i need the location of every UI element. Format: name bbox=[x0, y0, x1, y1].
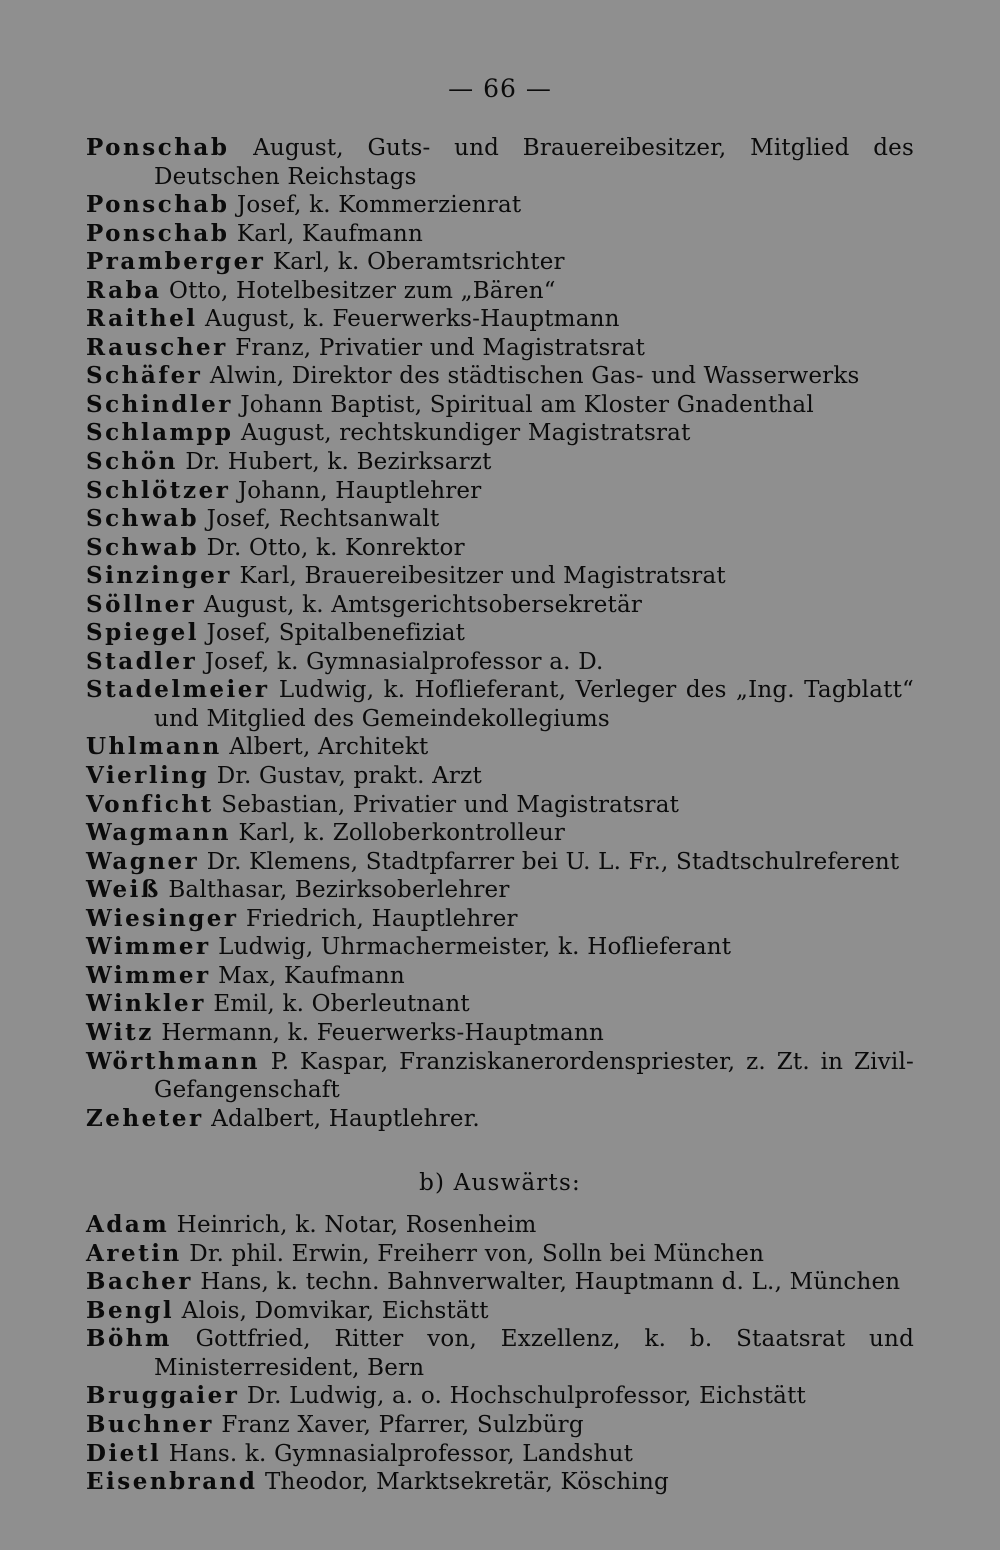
entry-details: Josef, Rechtsanwalt bbox=[199, 506, 440, 533]
entry-surname: Ponschab bbox=[86, 219, 230, 247]
entry-details: P. Kaspar, Franziskanerordenspriester, z. Zt. in Zivil-Gefangenschaft bbox=[154, 1048, 914, 1104]
list-entry bbox=[86, 191, 914, 220]
entry-surname: Vierling bbox=[86, 762, 210, 790]
list-entry bbox=[86, 391, 914, 420]
list-entry bbox=[86, 990, 914, 1019]
entry-surname: Wagner bbox=[86, 847, 200, 875]
entry-details: Alois, Domvikar, Eichstätt bbox=[174, 1297, 489, 1324]
entry-details: Johann Baptist, Spiritual am Kloster Gnadenthal bbox=[232, 391, 814, 418]
entry-details: Dr. Otto, k. Konrektor bbox=[199, 534, 465, 561]
entry-details: Karl, Brauereibesitzer und Magistratsrat bbox=[231, 563, 726, 590]
list-entry bbox=[86, 676, 914, 733]
list-entry bbox=[86, 1411, 914, 1440]
entry-details: Hans, k. techn. Bahnverwalter, Hauptmann d. L., München bbox=[192, 1269, 901, 1296]
entry-surname: Weiß bbox=[86, 876, 161, 904]
list-entry bbox=[86, 248, 914, 277]
entry-surname: Schäfer bbox=[86, 362, 203, 390]
list-entry bbox=[86, 1382, 914, 1411]
entry-details: Albert, Architekt bbox=[221, 734, 429, 761]
entry-surname: Witz bbox=[86, 1018, 154, 1046]
list-entry bbox=[86, 619, 914, 648]
entry-surname: Wimmer bbox=[86, 961, 211, 989]
entry-surname: Stadler bbox=[86, 647, 198, 675]
list-entry bbox=[86, 1105, 914, 1134]
entry-surname: Schindler bbox=[86, 390, 233, 418]
entry-surname: Rauscher bbox=[86, 333, 228, 361]
entry-details: Karl, k. Zolloberkontrolleur bbox=[231, 820, 566, 847]
entry-surname: Schlampp bbox=[86, 419, 234, 447]
list-entry bbox=[86, 1019, 914, 1048]
entry-surname: Wagmann bbox=[86, 819, 231, 847]
entry-details: Josef, k. Kommerzienrat bbox=[229, 192, 522, 219]
list-entry bbox=[86, 134, 914, 191]
entry-details: Otto, Hotelbesitzer zum „Bären“ bbox=[161, 277, 556, 304]
entry-surname: Schwab bbox=[86, 505, 200, 533]
list-entry bbox=[86, 1440, 914, 1469]
list-entry bbox=[86, 505, 914, 534]
entry-surname: Raithel bbox=[86, 305, 198, 333]
list-entry bbox=[86, 534, 914, 563]
entry-details: Balthasar, Bezirksoberlehrer bbox=[160, 877, 510, 904]
entry-surname: Schlötzer bbox=[86, 476, 231, 504]
entry-surname: Bacher bbox=[86, 1268, 193, 1296]
entry-details: Dr. Hubert, k. Bezirksarzt bbox=[177, 449, 492, 476]
entry-surname: Aretin bbox=[86, 1239, 182, 1267]
entry-surname: Zeheter bbox=[86, 1104, 204, 1132]
entry-surname: Adam bbox=[86, 1211, 170, 1239]
entry-surname: Bruggaier bbox=[86, 1382, 240, 1410]
entry-details: Hermann, k. Feuerwerks-Hauptmann bbox=[153, 1019, 604, 1046]
list-entry bbox=[86, 848, 914, 877]
entry-details: August, k. Amtsgerichtsobersekretär bbox=[196, 591, 643, 618]
entry-details: August, k. Feuerwerks-Hauptmann bbox=[197, 306, 620, 333]
entry-surname: Söllner bbox=[86, 590, 197, 618]
list-entry bbox=[86, 562, 914, 591]
entry-surname: Dietl bbox=[86, 1439, 162, 1467]
list-entry bbox=[86, 1268, 914, 1297]
entry-surname: Buchner bbox=[86, 1410, 214, 1438]
entry-surname: Ponschab bbox=[86, 191, 230, 219]
list-entry bbox=[86, 819, 914, 848]
list-entry bbox=[86, 876, 914, 905]
entry-surname: Bengl bbox=[86, 1296, 175, 1324]
list-entry bbox=[86, 1468, 914, 1497]
entry-details: Josef, k. Gymnasialprofessor a. D. bbox=[197, 648, 604, 675]
entry-details: Max, Kaufmann bbox=[210, 962, 405, 989]
page-number: — 66 — bbox=[448, 74, 552, 103]
list-entry bbox=[86, 1048, 914, 1105]
entry-surname: Eisenbrand bbox=[86, 1468, 258, 1496]
entry-surname: Schön bbox=[86, 448, 178, 476]
list-entry bbox=[86, 1211, 914, 1240]
entry-details: Gottfried, Ritter von, Exzellenz, k. b. Staatsrat und Ministerresident, Bern bbox=[154, 1326, 914, 1381]
entry-surname: Wiesinger bbox=[86, 904, 239, 932]
entry-details: Dr. Ludwig, a. o. Hochschulprofessor, Eichstätt bbox=[239, 1383, 806, 1410]
list-entry bbox=[86, 448, 914, 477]
entry-details: Josef, Spitalbenefiziat bbox=[199, 620, 466, 647]
list-entry bbox=[86, 1240, 914, 1269]
entry-details: Karl, k. Oberamtsrichter bbox=[265, 249, 565, 276]
entry-details: August, Guts- und Brauereibesitzer, Mitglied des Deutschen Reichstags bbox=[154, 135, 914, 190]
list-entry bbox=[86, 933, 914, 962]
entry-details: Alwin, Direktor des städtischen Gas- und Wasserwerks bbox=[202, 363, 860, 390]
entry-surname: Uhlmann bbox=[86, 733, 222, 761]
entry-details: Sebastian, Privatier und Magistratsrat bbox=[213, 791, 680, 818]
entry-details: Franz Xaver, Pfarrer, Sulzbürg bbox=[213, 1411, 584, 1438]
entry-details: Dr. Klemens, Stadtpfarrer bei U. L. Fr., Stadtschulreferent bbox=[199, 848, 900, 875]
entry-details: Ludwig, Uhrmachermeister, k. Hoflieferant bbox=[210, 934, 732, 961]
list-entry bbox=[86, 791, 914, 820]
entry-surname: Böhm bbox=[86, 1325, 172, 1353]
entry-surname: Spiegel bbox=[86, 619, 200, 647]
list-entry bbox=[86, 277, 914, 306]
entry-details: Franz, Privatier und Magistratsrat bbox=[227, 334, 646, 361]
entry-surname: Schwab bbox=[86, 533, 200, 561]
entry-surname: Stadelmeier bbox=[86, 676, 270, 704]
list-entry bbox=[86, 1297, 914, 1326]
entry-details: Johann, Hauptlehrer bbox=[230, 477, 482, 504]
list-entry bbox=[86, 962, 914, 991]
entry-surname: Wörthmann bbox=[86, 1047, 260, 1075]
list-entry bbox=[86, 220, 914, 249]
entry-details: Friedrich, Hauptlehrer bbox=[238, 905, 518, 932]
entry-details: Ludwig, k. Hoflieferant, Verleger des „Ing. Tagblatt“ und Mitglied des Gemeindekollegiums bbox=[154, 677, 914, 732]
entry-details: Theodor, Marktsekretär, Kösching bbox=[257, 1469, 669, 1496]
list-entry bbox=[86, 1325, 914, 1382]
list-entry bbox=[86, 591, 914, 620]
entry-details: August, rechtskundiger Magistratsrat bbox=[233, 420, 691, 447]
list-entry bbox=[86, 334, 914, 363]
list-entry bbox=[86, 305, 914, 334]
entry-surname: Raba bbox=[86, 276, 162, 304]
local-member-list bbox=[86, 134, 914, 1133]
entry-details: Karl, Kaufmann bbox=[229, 220, 423, 247]
entry-details: Dr. phil. Erwin, Freiherr von, Solln bei München bbox=[181, 1240, 765, 1267]
entry-details: Hans. k. Gymnasialprofessor, Landshut bbox=[161, 1440, 634, 1467]
list-entry bbox=[86, 905, 914, 934]
entry-surname: Winkler bbox=[86, 990, 206, 1018]
section-heading: b) Auswärts: bbox=[419, 1170, 581, 1197]
entry-details: Heinrich, k. Notar, Rosenheim bbox=[169, 1212, 537, 1239]
list-entry bbox=[86, 733, 914, 762]
external-member-list bbox=[86, 1211, 914, 1496]
list-entry bbox=[86, 362, 914, 391]
entry-details: Adalbert, Hauptlehrer. bbox=[203, 1105, 480, 1132]
list-entry bbox=[86, 648, 914, 677]
entry-details: Dr. Gustav, prakt. Arzt bbox=[209, 763, 482, 790]
entry-details: Emil, k. Oberleutnant bbox=[205, 991, 470, 1018]
entry-surname: Wimmer bbox=[86, 933, 211, 961]
list-entry bbox=[86, 762, 914, 791]
entry-surname: Ponschab bbox=[86, 134, 230, 161]
entry-surname: Sinzinger bbox=[86, 562, 232, 590]
list-entry bbox=[86, 419, 914, 448]
entry-surname: Pramberger bbox=[86, 248, 266, 276]
entry-surname: Vonficht bbox=[86, 790, 214, 818]
list-entry bbox=[86, 477, 914, 506]
